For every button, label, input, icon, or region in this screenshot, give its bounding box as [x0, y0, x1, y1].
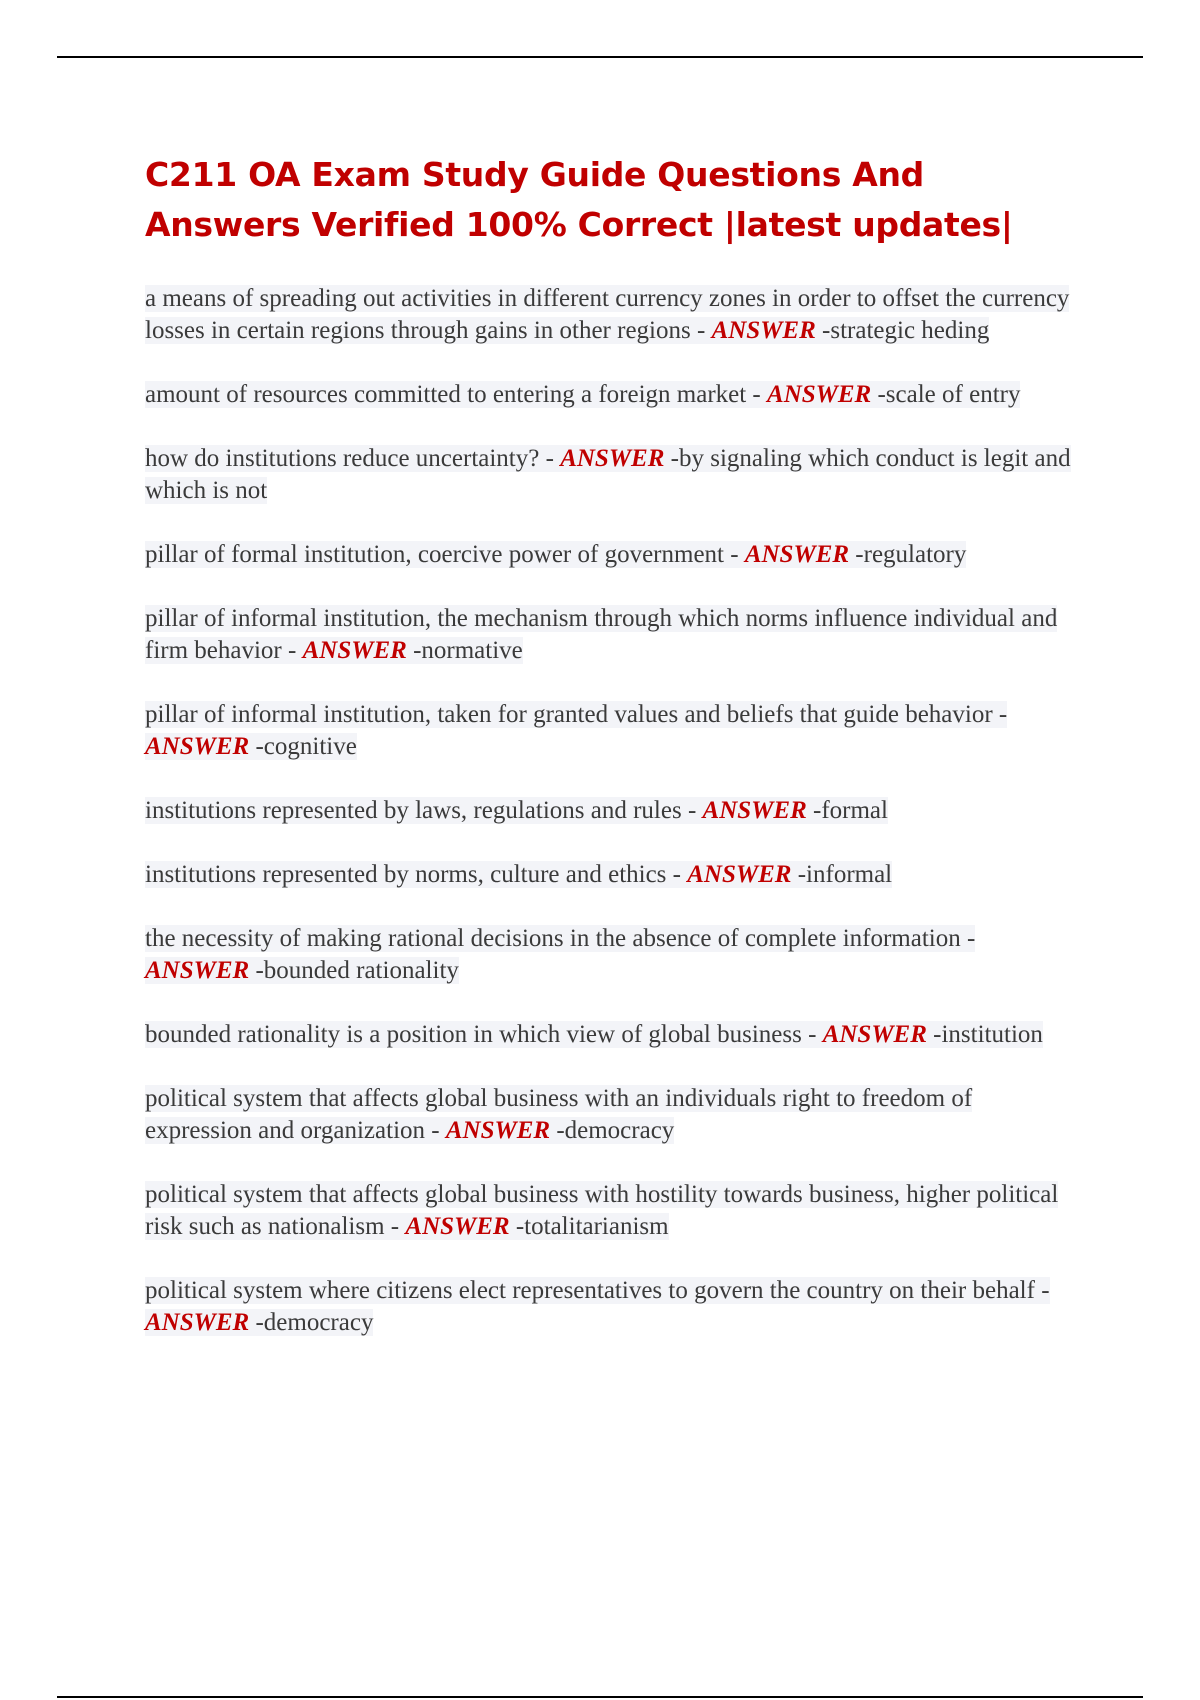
qa-item: [145, 699, 1085, 763]
qa-item: [145, 603, 1085, 667]
qa-item: [145, 283, 1085, 347]
answer-text: -scale of entry: [871, 381, 1021, 408]
qa-item: [145, 379, 1085, 411]
answer-text: -democracy: [249, 1309, 374, 1336]
answer-text: -democracy: [550, 1117, 675, 1144]
question-text: the necessity of making rational decisions in the absence of complete information -: [145, 925, 976, 952]
question-text: political system that affects global business with hostility towards business, higher political risk such as nationalism -: [145, 1181, 1059, 1240]
answer-label: ANSWER: [744, 541, 850, 568]
answer-text: -totalitarianism: [509, 1213, 669, 1240]
question-text: a means of spreading out activities in different currency zones in order to offset the currency losses in certain regions through gains in other regions -: [145, 285, 1070, 344]
qa-list: [145, 283, 1085, 1339]
question-text: institutions represented by laws, regulations and rules -: [145, 797, 703, 824]
qa-item: [145, 1179, 1085, 1243]
question-text: political system that affects global business with an individuals right to freedom of expression and organization -: [145, 1085, 973, 1144]
answer-text: -by signaling which conduct is legit and which is not: [145, 445, 1071, 504]
document-page: [145, 150, 1085, 1371]
answer-label: ANSWER: [145, 957, 250, 984]
question-text: bounded rationality is a position in which view of global business -: [145, 1021, 823, 1048]
qa-item: [145, 1019, 1085, 1051]
question-text: how do institutions reduce uncertainty? -: [145, 445, 561, 472]
qa-item: [145, 443, 1085, 507]
answer-text: -bounded rationality: [249, 957, 459, 984]
question-text: political system where citizens elect representatives to govern the country on their behalf -: [145, 1277, 1050, 1304]
answer-label: ANSWER: [145, 1309, 250, 1336]
answer-label: ANSWER: [145, 733, 250, 760]
question-text: institutions represented by norms, culture and ethics -: [145, 861, 688, 888]
answer-text: -formal: [806, 797, 888, 824]
qa-item: [145, 923, 1085, 987]
qa-item: [145, 1275, 1085, 1339]
document-title: C211 OA Exam Study Guide Questions And Answers Verified 100% Correct |latest updates|: [145, 155, 1013, 244]
question-text: pillar of informal institution, taken for granted values and beliefs that guide behavior -: [145, 701, 1008, 728]
answer-text: -institution: [926, 1021, 1043, 1048]
question-text: pillar of formal institution, coercive power of government -: [145, 541, 745, 568]
answer-label: ANSWER: [560, 445, 665, 472]
answer-label: ANSWER: [405, 1213, 510, 1240]
qa-item: [145, 539, 1085, 571]
answer-label: ANSWER: [302, 637, 407, 664]
bottom-rule: [57, 1696, 1143, 1698]
top-rule: [57, 56, 1143, 58]
answer-text: -regulatory: [849, 541, 967, 568]
answer-label: ANSWER: [445, 1117, 551, 1144]
answer-label: ANSWER: [767, 381, 872, 408]
answer-label: ANSWER: [822, 1021, 927, 1048]
qa-item: [145, 795, 1085, 827]
answer-label: ANSWER: [702, 797, 807, 824]
qa-item: [145, 859, 1085, 891]
qa-item: [145, 1083, 1085, 1147]
answer-label: ANSWER: [711, 317, 816, 344]
answer-text: -informal: [791, 861, 893, 888]
question-text: pillar of informal institution, the mechanism through which norms influence individual and firm behavior -: [145, 605, 1058, 664]
question-text: amount of resources committed to entering a foreign market -: [145, 381, 768, 408]
answer-label: ANSWER: [687, 861, 792, 888]
answer-text: -normative: [406, 637, 523, 664]
answer-text: -cognitive: [249, 733, 357, 760]
answer-text: -strategic heding: [815, 317, 990, 344]
